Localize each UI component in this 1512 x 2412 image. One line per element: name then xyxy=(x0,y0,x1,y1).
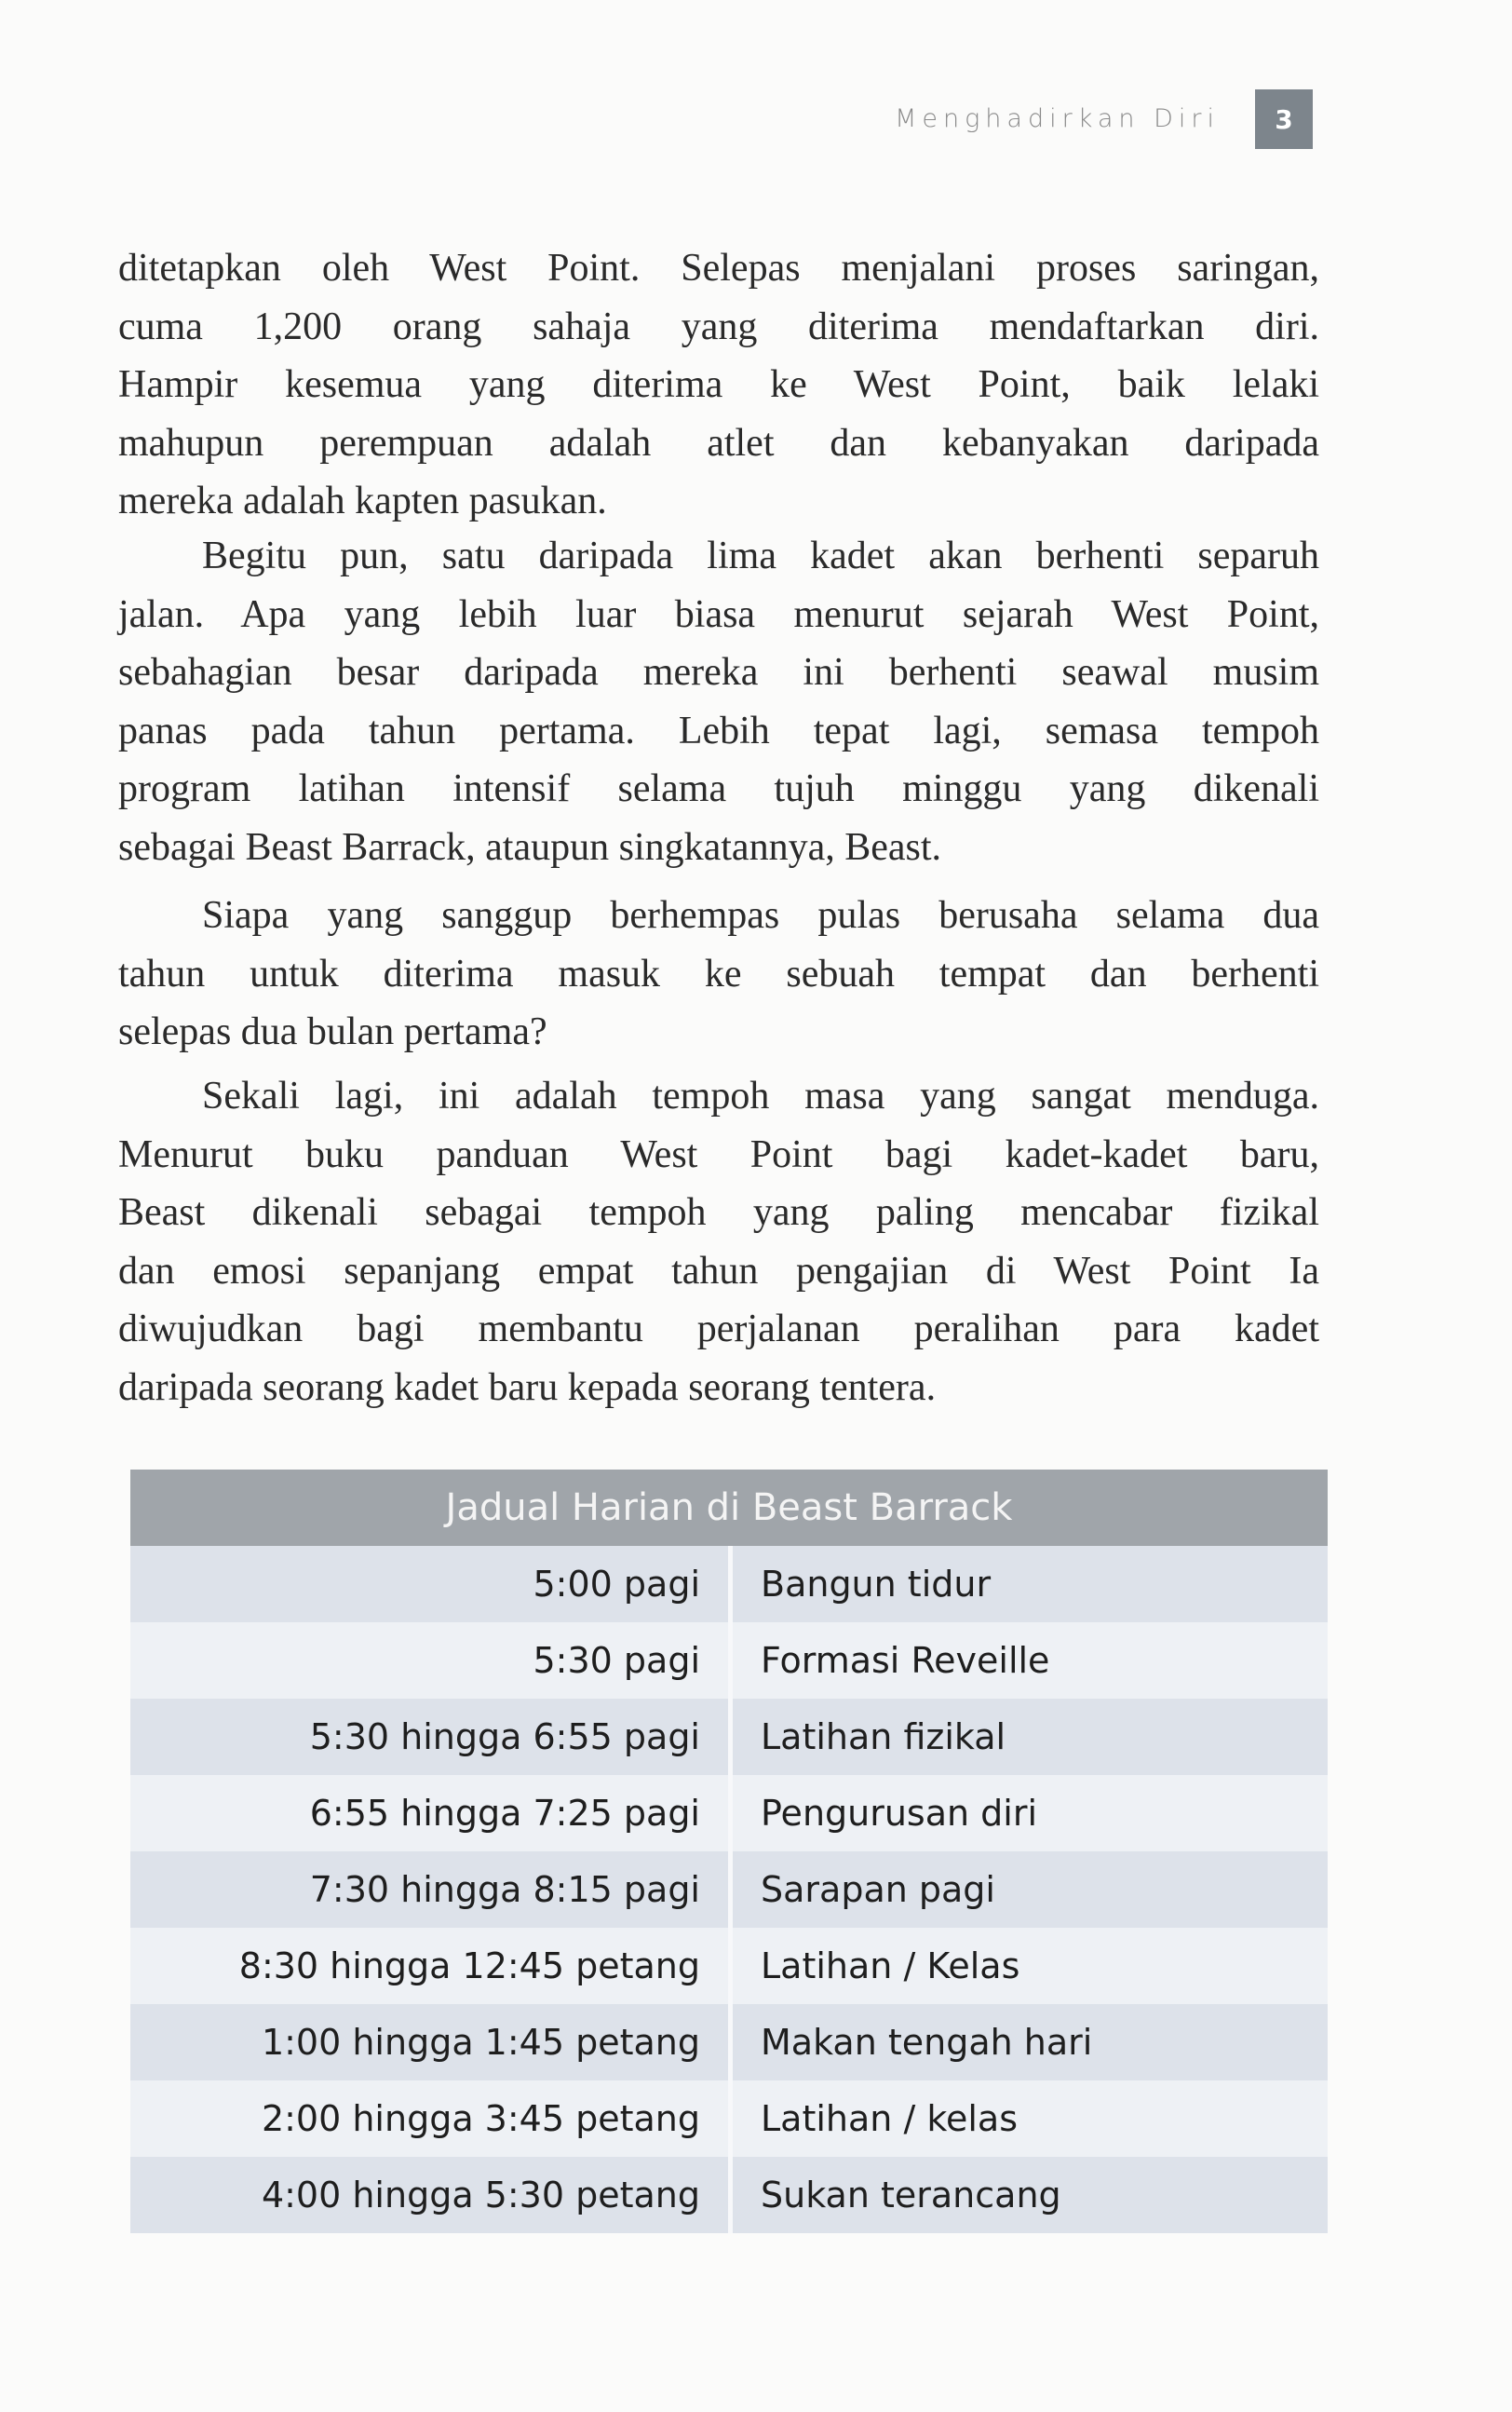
text-line: diwujudkan bagi membantu perjalanan peralihan para kadet xyxy=(118,1308,1319,1350)
schedule-time: 7:30 hingga 8:15 pagi xyxy=(130,1851,733,1928)
text-line: Begitu pun, satu daripada lima kadet akan berhenti separuh xyxy=(202,535,1319,577)
schedule-table xyxy=(130,1470,1328,2233)
text-line: Menurut buku panduan West Point bagi kadet-kadet baru, xyxy=(118,1132,1319,1176)
running-header-title: Menghadirkan Diri xyxy=(895,104,1220,133)
paragraph xyxy=(118,527,1319,876)
schedule-activity: Sukan terancang xyxy=(761,2175,1061,2216)
text-line: sebahagian besar daripada mereka ini berhenti seawal musim xyxy=(118,651,1319,694)
schedule-time: 2:00 hingga 3:45 petang xyxy=(130,2080,733,2157)
text-line: tahun untuk diterima masuk ke sebuah tempat dan berhenti xyxy=(118,952,1319,996)
schedule-row xyxy=(130,2080,1328,2157)
text-line: dan emosi sepanjang empat tahun pengajian di West Point Ia xyxy=(118,1249,1319,1293)
text-line: cuma 1,200 orang sahaja yang diterima mendaftarkan diri. xyxy=(118,305,1319,348)
text-line: sebagai Beast Barrack, ataupun singkatannya, Beast. xyxy=(118,825,942,869)
text-line: selepas dua bulan pertama? xyxy=(118,1010,547,1053)
schedule-activity: Sarapan pagi xyxy=(761,1869,995,1910)
text-line: program latihan intensif selama tujuh minggu yang dikenali xyxy=(118,767,1319,810)
text-line: mahupun perempuan adalah atlet dan kebanyakan daripada xyxy=(118,421,1319,465)
paragraph xyxy=(118,1067,1319,1416)
schedule-time: 8:30 hingga 12:45 petang xyxy=(130,1928,733,2004)
schedule-activity: Formasi Reveille xyxy=(761,1640,1050,1681)
schedule-activity: Latihan / kelas xyxy=(761,2098,1019,2139)
text-line: Beast dikenali sebagai tempoh yang paling mencabar fizikal xyxy=(118,1191,1319,1234)
schedule-table-title: Jadual Harian di Beast Barrack xyxy=(130,1470,1328,1546)
text-line: Siapa yang sanggup berhempas pulas berusaha selama dua xyxy=(202,894,1319,937)
schedule-time: 5:00 pagi xyxy=(130,1546,733,1622)
page-number: 3 xyxy=(1255,89,1313,149)
text-line: Sekali lagi, ini adalah tempoh masa yang sangat menduga. xyxy=(202,1075,1319,1118)
schedule-row xyxy=(130,1775,1328,1851)
paragraph xyxy=(118,239,1319,531)
schedule-row xyxy=(130,1928,1328,2004)
schedule-time: 1:00 hingga 1:45 petang xyxy=(130,2004,733,2080)
text-line: Hampir kesemua yang diterima ke West Point, baik lelaki xyxy=(118,363,1319,406)
schedule-activity: Bangun tidur xyxy=(761,1564,992,1605)
text-line: ditetapkan oleh West Point. Selepas menjalani proses saringan, xyxy=(118,247,1319,290)
schedule-row xyxy=(130,1699,1328,1775)
schedule-time: 4:00 hingga 5:30 petang xyxy=(130,2157,733,2233)
text-line: mereka adalah kapten pasukan. xyxy=(118,480,607,522)
text-line: jalan. Apa yang lebih luar biasa menurut sejarah West Point, xyxy=(118,592,1319,636)
schedule-activity: Latihan fizikal xyxy=(761,1716,1006,1757)
text-line: panas pada tahun pertama. Lebih tepat lagi, semasa tempoh xyxy=(118,709,1319,752)
schedule-row xyxy=(130,1851,1328,1928)
schedule-time: 6:55 hingga 7:25 pagi xyxy=(130,1775,733,1851)
paragraph xyxy=(118,887,1319,1062)
schedule-activity: Latihan / Kelas xyxy=(761,1945,1020,1986)
schedule-activity: Makan tengah hari xyxy=(761,2022,1093,2063)
schedule-row xyxy=(130,1546,1328,1622)
schedule-row xyxy=(130,2157,1328,2233)
schedule-time: 5:30 pagi xyxy=(130,1622,733,1699)
text-line: daripada seorang kadet baru kepada seorang tentera. xyxy=(118,1365,937,1409)
schedule-activity: Pengurusan diri xyxy=(761,1793,1038,1834)
schedule-time: 5:30 hingga 6:55 pagi xyxy=(130,1699,733,1775)
schedule-row xyxy=(130,2004,1328,2080)
schedule-row xyxy=(130,1622,1328,1699)
